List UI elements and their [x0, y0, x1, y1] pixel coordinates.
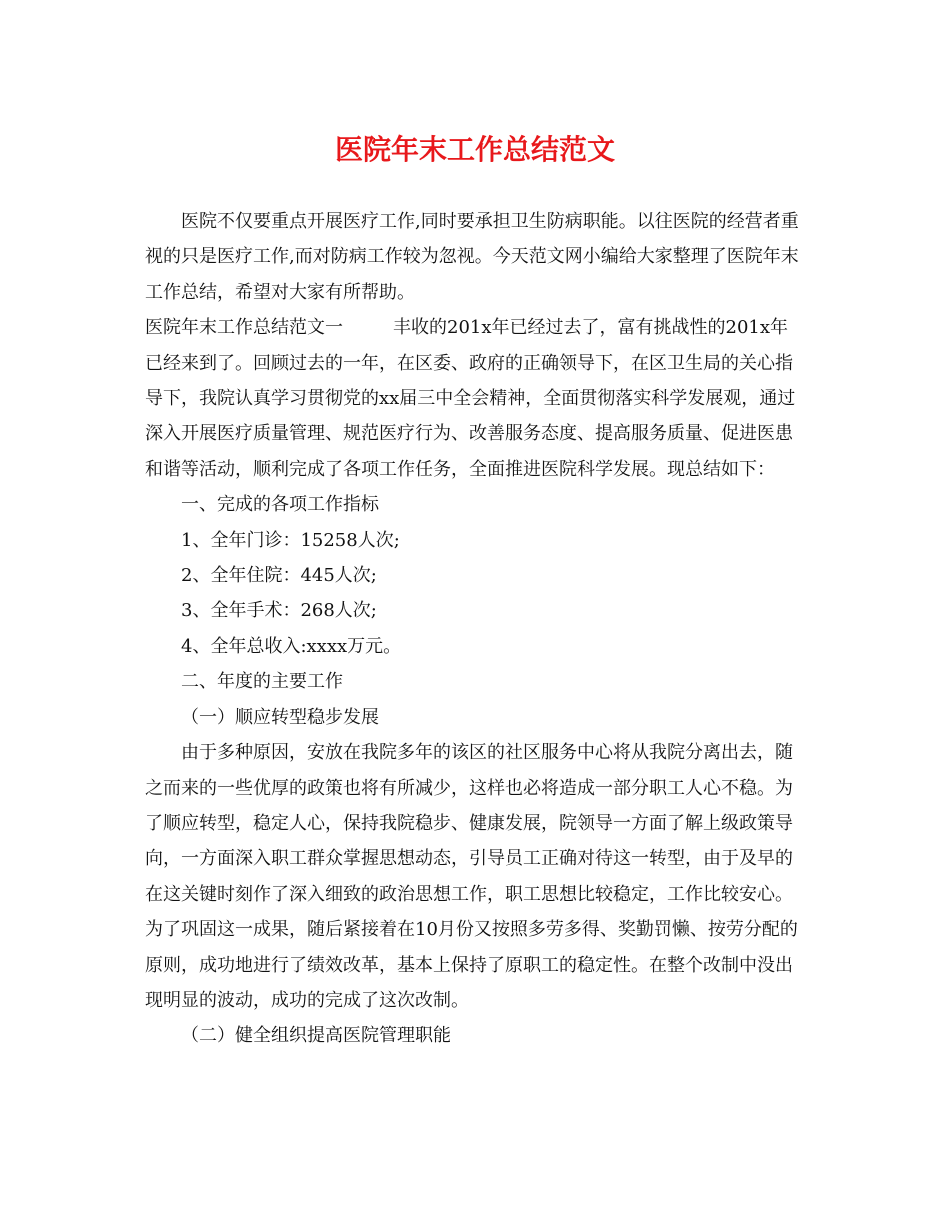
subsection1-body: 由于多种原因，安放在我院多年的该区的社区服务中心将从我院分离出去，随之而来的一些优厚的政策也将有所减少，这样也必将造成一部分职工人心不稳。为了顺应转型，稳定人心，保持我院稳步、健康发展，院领导一方面了解上级政策导向，一方面深入职工群众掌握思想动态，引导员工正确对待这一转型，由于及早的在这关键时刻作了深入细致的政治思想工作，职工思想比较稳定，工作比较安心。为了巩固这一成果，随后紧接着在10月份又按照多劳多得、奖勤罚懒、按劳分配的原则，成功地进行了绩效改革，基本上保持了原职工的稳定性。在整个改制中没出现明显的波动，成功的完成了这次改制。 — [145, 742, 798, 1011]
article-paragraph — [145, 310, 805, 487]
subsection1-heading: （一）顺应转型稳步发展 — [181, 706, 379, 728]
intro-paragraph: 医院不仅要重点开展医疗工作,同时要承担卫生防病职能。以往医院的经营者重视的只是医疗工作,而对防病工作较为忽视。今天范文网小编给大家整理了医院年末工作总结，希望对大家有所帮助。 — [145, 211, 799, 303]
article-start: 丰收的201x年已经过去了，富有挑战性的201x年已经来到了。回顾过去的一年，在区委、政府的正确领导下，在区卫生局的关心指导下，我院认真学习贯彻党的xx届三中全会精神，全面贯彻落实科学发展观，通过深入开展医疗质量管理、规范医疗行为、改善服务态度、提高服务质量、促进医患和谐等活动，顺利完成了各项工作任务，全面推进医院科学发展。现总结如下： — [145, 317, 796, 480]
indicator-1: 1、全年门诊：15258人次; — [181, 529, 400, 551]
document-body — [145, 204, 805, 1054]
indicator-2: 2、全年住院：445人次; — [181, 565, 377, 587]
section1-heading: 一、完成的各项工作指标 — [181, 494, 379, 516]
subsection2-heading: （二）健全组织提高医院管理职能 — [181, 1025, 451, 1047]
document-title: 医院年末工作总结范文 — [334, 133, 615, 166]
indicator-3: 3、全年手术：268人次; — [181, 600, 377, 622]
section2-heading: 二、年度的主要工作 — [181, 671, 343, 693]
article-label: 医院年末工作总结范文一 — [145, 317, 343, 339]
indicator-4: 4、全年总收入:xxxx万元。 — [181, 635, 402, 657]
